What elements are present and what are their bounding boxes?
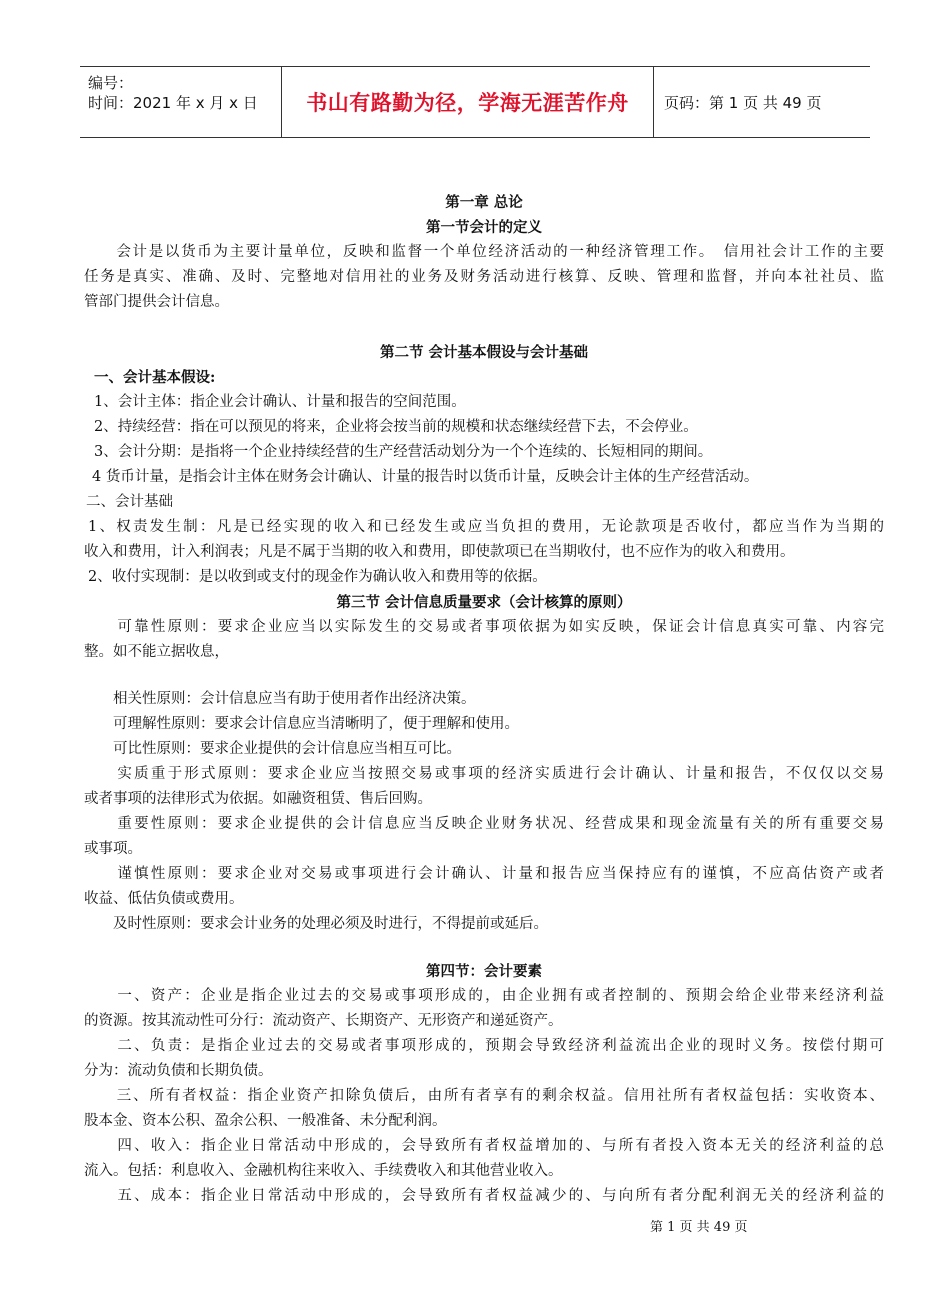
- paragraph-line: 可理解性原则：要求会计信息应当清晰明了，便于理解和使用。: [84, 716, 519, 732]
- header-date: 时间：2021 年 x 月 x 日: [88, 94, 258, 112]
- paragraph-line: 可比性原则：要求企业提供的会计信息应当相互可比。: [84, 741, 461, 757]
- list-item: 3、会计分期：是指将一个企业持续经营的生产经营活动划分为一个个连续的、长短相同的期间。: [94, 444, 713, 460]
- paragraph-line: 整。如不能立据收息，: [84, 644, 229, 660]
- paragraph-line: 可靠性原则：要求企业应当以实际发生的交易或者事项依据为如实反映，保证会计信息真实可靠、内容完: [84, 619, 884, 635]
- header-page-number: 页码：第 1 页 共 49 页: [664, 93, 822, 112]
- page-footer: 第 1 页 共 49 页: [650, 1220, 748, 1235]
- list-item: 4 货币计量，是指会计主体在财务会计确认、计量的报告时以货币计量，反映会计主体的生产经营活动。: [92, 469, 759, 485]
- paragraph-line: 股本金、资本公积、盈余公积、一般准备、未分配利润。: [84, 1113, 447, 1129]
- paragraph-line: 分为：流动负债和长期负债。: [84, 1063, 273, 1079]
- section-title: 第二节 会计基本假设与会计基础: [379, 344, 589, 361]
- paragraph-line: 会计是以货币为主要计量单位，反映和监督一个单位经济活动的一种经济管理工作。 信用社会计工作的主要: [84, 244, 884, 260]
- list-item: 2、持续经营：指在可以预见的将来，企业将会按当前的规模和状态继续经营下去，不会停业。: [94, 419, 698, 435]
- section-title: 第四节：会计要素: [426, 963, 542, 980]
- paragraph-line: 五、成本：指企业日常活动中形成的，会导致所有者权益减少的、与向所有者分配利润无关的经济利益的: [84, 1188, 884, 1204]
- paragraph-line: 及时性原则：要求会计业务的处理必须及时进行，不得提前或延后。: [84, 916, 548, 932]
- list-item: 1、会计主体：指企业会计确认、计量和报告的空间范围。: [94, 394, 466, 410]
- paragraph-line: 二、负责：是指企业过去的交易或者事项形成的，预期会导致经济利益流出企业的现时义务。按偿付期可: [84, 1038, 884, 1054]
- document-body: [84, 190, 884, 1209]
- header-number: 编号：: [88, 74, 134, 92]
- header-meta: [80, 67, 282, 137]
- page-header: [80, 66, 870, 138]
- paragraph-line: 流入。包括：利息收入、金融机构往来收入、手续费收入和其他营业收入。: [84, 1163, 563, 1179]
- list-item: 2、收付实现制：是以收到或支付的现金作为确认收入和费用等的依据。: [88, 569, 547, 585]
- paragraph-line: 谨慎性原则：要求企业对交易或事项进行会计确认、计量和报告应当保持应有的谨慎，不应高估资产或者: [84, 866, 884, 882]
- paragraph-line: 管部门提供会计信息。: [84, 294, 229, 310]
- paragraph-line: 的资源。按其流动性可分行：流动资产、长期资产、无形资产和递延资产。: [84, 1013, 563, 1029]
- subheading: 一、会计基本假设:: [94, 369, 216, 386]
- paragraph-line: 或者事项的法律形式为依据。如融资租赁、售后回购。: [84, 791, 432, 807]
- paragraph-line: 重要性原则：要求企业提供的会计信息应当反映企业财务状况、经营成果和现金流量有关的所有重要交易: [84, 816, 884, 832]
- paragraph-line: 任务是真实、准确、及时、完整地对信用社的业务及财务活动进行核算、反映、管理和监督，并向本社社员、监: [84, 269, 884, 285]
- paragraph-line: 收益、低估负债或费用。: [84, 891, 244, 907]
- section-title: 第三节 会计信息质量要求（会计核算的原则）: [336, 594, 632, 611]
- list-item: 1、权责发生制：凡是已经实现的收入和已经发生或应当负担的费用，无论款项是否收付，都应当作为当期的: [88, 519, 884, 535]
- paragraph-line: 或事项。: [84, 841, 142, 857]
- section-title: 第一节会计的定义: [426, 219, 542, 236]
- chapter-title: 第一章 总论: [445, 194, 523, 211]
- paragraph-line: 实质重于形式原则：要求企业应当按照交易或事项的经济实质进行会计确认、计量和报告，不仅仅以交易: [84, 766, 884, 782]
- paragraph-line: 四、收入：指企业日常活动中形成的，会导致所有者权益增加的、与所有者投入资本无关的经济利益的总: [84, 1138, 884, 1154]
- subheading: 二、会计基础: [86, 494, 173, 510]
- header-motto: 书山有路勤为径，学海无涯苦作舟: [282, 67, 654, 137]
- paragraph-line: 相关性原则：会计信息应当有助于使用者作出经济决策。: [84, 691, 476, 707]
- paragraph-line: 收入和费用，计入利润表；凡是不属于当期的收入和费用，即使款项已在当期收付，也不应作为的收入和费用。: [84, 544, 795, 560]
- paragraph-line: 三、所有者权益：指企业资产扣除负债后，由所有者享有的剩余权益。信用社所有者权益包括：实收资本、: [84, 1088, 884, 1104]
- paragraph-line: 一、资产：企业是指企业过去的交易或事项形成的，由企业拥有或者控制的、预期会给企业带来经济利益: [84, 988, 884, 1004]
